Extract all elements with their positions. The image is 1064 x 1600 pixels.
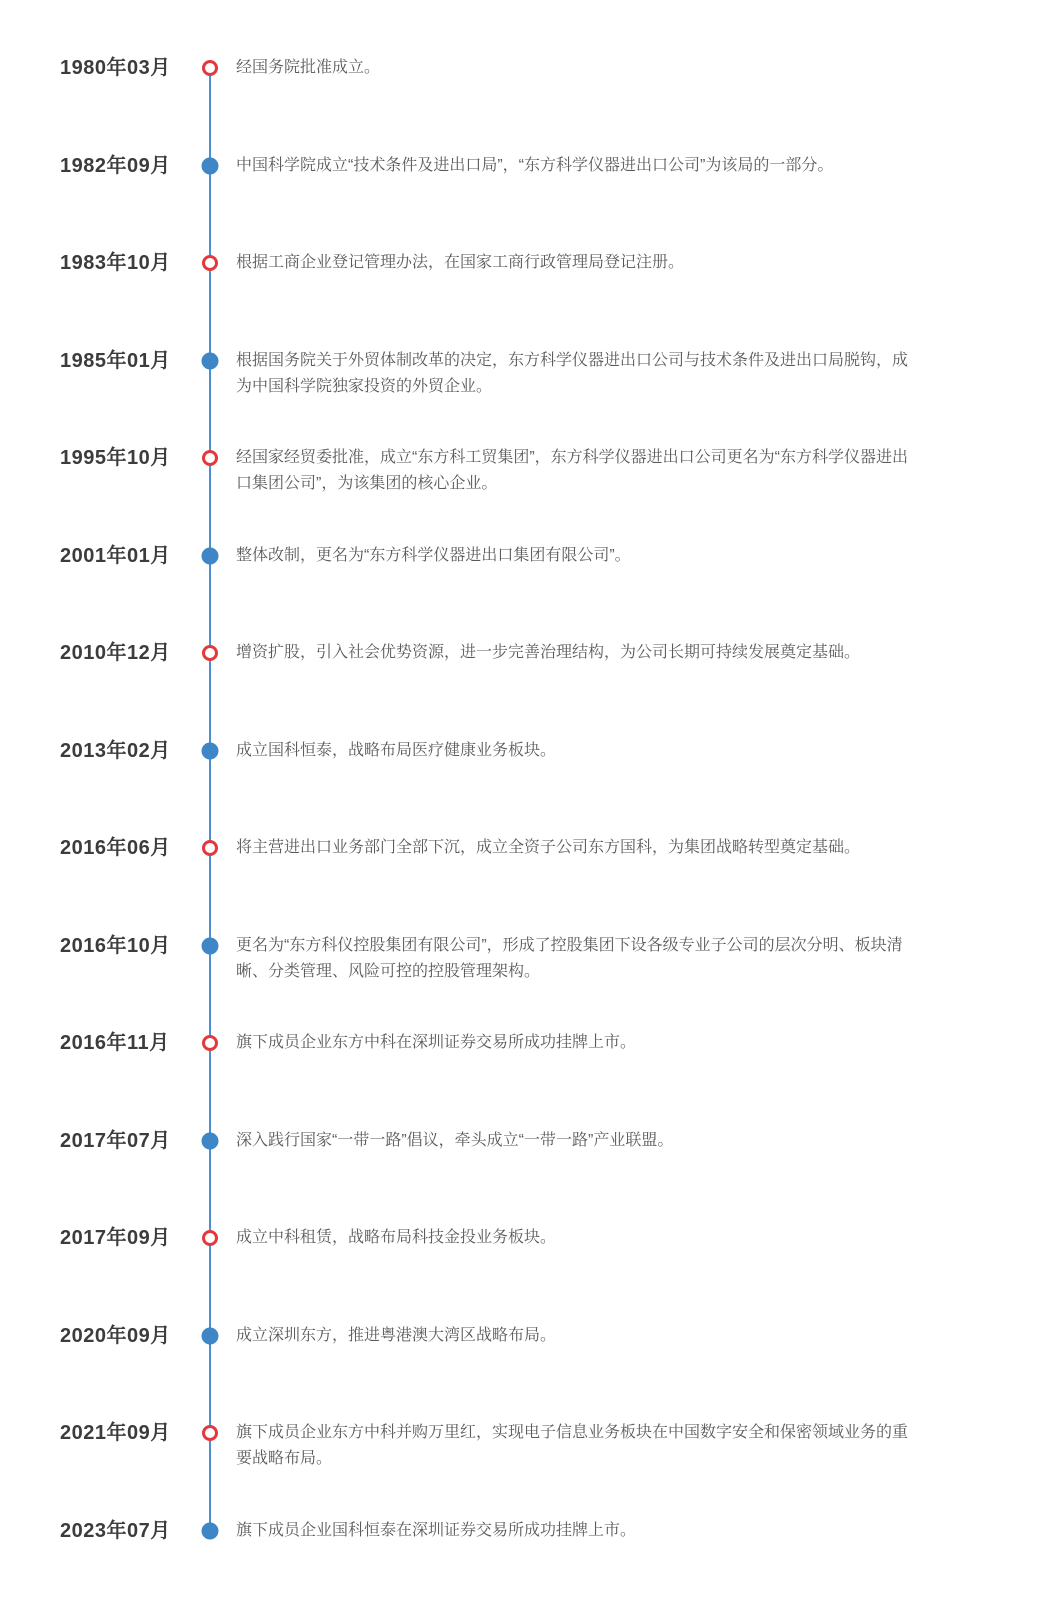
timeline-date: 2016年10月 <box>60 934 171 957</box>
timeline-date: 2017年09月 <box>60 1227 171 1249</box>
timeline-date: 2016年06月 <box>60 837 171 859</box>
timeline-entry <box>0 445 1064 525</box>
timeline-entry <box>0 1420 1064 1500</box>
timeline-date: 2010年12月 <box>60 642 171 664</box>
timeline-date: 2001年01月 <box>60 544 171 567</box>
timeline-description: 旗下成员企业国科恒泰在深圳证券交易所成功挂牌上市。 <box>236 1521 637 1539</box>
timeline-marker-open-icon <box>202 255 218 271</box>
timeline-description: 经国家经贸委批准，成立“东方科工贸集团”，东方科学仪器进出口公司更名为“东方科学仪器进出口集团公司”，为该集团的核心企业。 <box>236 449 908 492</box>
timeline-marker-open-icon <box>202 1425 218 1441</box>
timeline-marker-open-icon <box>202 1035 218 1051</box>
timeline-date: 1985年01月 <box>60 349 171 372</box>
timeline-description: 中国科学院成立“技术条件及进出口局”，“东方科学仪器进出口公司”为该局的一部分。 <box>236 156 834 174</box>
timeline-entry <box>0 543 1064 623</box>
timeline-description: 根据工商企业登记管理办法，在国家工商行政管理局登记注册。 <box>236 254 685 271</box>
timeline-marker-filled-icon <box>202 1132 219 1149</box>
timeline-entry <box>0 738 1064 818</box>
timeline-entry <box>0 153 1064 233</box>
timeline-description: 整体改制，更名为“东方科学仪器进出口集团有限公司”。 <box>236 546 631 564</box>
timeline-date: 2023年07月 <box>60 1519 171 1542</box>
timeline-entry <box>0 640 1064 720</box>
timeline-description: 根据国务院关于外贸体制改革的决定，东方科学仪器进出口公司与技术条件及进出口局脱钩，成为中国科学院独家投资的外贸企业。 <box>236 351 909 395</box>
timeline-date: 1995年10月 <box>60 447 171 469</box>
timeline-marker-filled-icon <box>202 1522 219 1539</box>
timeline-description: 经国务院批准成立。 <box>236 59 381 76</box>
timeline-entry <box>0 55 1064 135</box>
timeline-entry <box>0 933 1064 1013</box>
timeline-marker-open-icon <box>202 840 218 856</box>
timeline-marker-filled-icon <box>202 742 219 759</box>
timeline-marker-filled-icon <box>202 352 219 369</box>
timeline-description: 更名为“东方科仪控股集团有限公司”，形成了控股集团下设各级专业子公司的层次分明、板块清晰、分类管理、风险可控的控股管理架构。 <box>236 936 903 980</box>
timeline-date: 2016年11月 <box>60 1032 170 1054</box>
timeline-marker-open-icon <box>202 60 218 76</box>
timeline-description: 深入践行国家“一带一路”倡议，牵头成立“一带一路”产业联盟。 <box>236 1131 674 1149</box>
timeline-description: 成立中科租赁，战略布局科技金投业务板块。 <box>236 1229 557 1246</box>
timeline-entry <box>0 1225 1064 1305</box>
timeline-description: 旗下成员企业东方中科并购万里红，实现电子信息业务板块在中国数字安全和保密领域业务的重要战略布局。 <box>236 1424 909 1467</box>
timeline-entry <box>0 1030 1064 1110</box>
timeline-date: 1983年10月 <box>60 252 171 274</box>
timeline-entry <box>0 835 1064 915</box>
timeline-marker-open-icon <box>202 450 218 466</box>
timeline-description: 成立深圳东方，推进粤港澳大湾区战略布局。 <box>236 1326 557 1344</box>
timeline-entry <box>0 1128 1064 1208</box>
timeline-marker-filled-icon <box>202 547 219 564</box>
timeline-date: 2021年09月 <box>60 1422 171 1444</box>
timeline-marker-filled-icon <box>202 157 219 174</box>
timeline-marker-open-icon <box>202 645 218 661</box>
timeline-description: 增资扩股，引入社会优势资源，进一步完善治理结构，为公司长期可持续发展奠定基础。 <box>236 644 861 661</box>
timeline-marker-filled-icon <box>202 1327 219 1344</box>
timeline-marker-filled-icon <box>202 937 219 954</box>
timeline-date: 1980年03月 <box>60 57 171 79</box>
timeline-entry <box>0 1518 1064 1598</box>
timeline-marker-open-icon <box>202 1230 218 1246</box>
timeline-entry <box>0 1323 1064 1403</box>
timeline-description: 旗下成员企业东方中科在深圳证券交易所成功挂牌上市。 <box>236 1034 637 1051</box>
timeline-date: 1982年09月 <box>60 154 171 177</box>
timeline-entry <box>0 250 1064 330</box>
timeline-date: 2020年09月 <box>60 1324 171 1347</box>
timeline-description: 成立国科恒泰，战略布局医疗健康业务板块。 <box>236 741 557 759</box>
timeline-date: 2013年02月 <box>60 739 171 762</box>
timeline-description: 将主营进出口业务部门全部下沉，成立全资子公司东方国科，为集团战略转型奠定基础。 <box>236 839 861 856</box>
timeline-entry <box>0 348 1064 428</box>
timeline-date: 2017年07月 <box>60 1129 171 1152</box>
